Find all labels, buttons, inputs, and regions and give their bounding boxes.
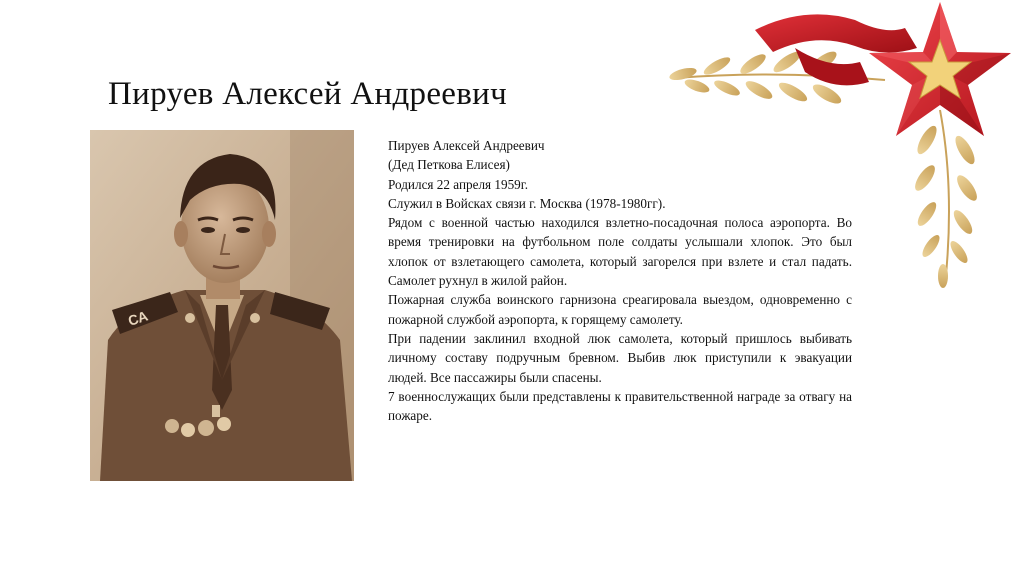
portrait-photo bbox=[90, 130, 354, 481]
bio-paragraph-crash: Рядом с военной частью находился взлетно-посадочная полоса аэропорта. Во время тренировки на футбольном поле солдаты услышали хлопок. Это был хлопок от взлетающего самолета, который загорелся при взлете и стал падать. Самолет рухнул в жилой район. bbox=[388, 215, 852, 289]
bio-relation: (Дед Петкова Елисея) bbox=[388, 157, 510, 173]
bio-service: Служил в Войсках связи г. Москва (1978-1980гг). bbox=[388, 195, 666, 211]
bio-paragraph-response: Пожарная служба воинского гарнизона среагировала выездом, одновременно с пожарной службой аэропорта, к горящему самолету. bbox=[388, 292, 852, 327]
shoulder-board-letters: СА bbox=[125, 307, 150, 329]
biography-text bbox=[388, 136, 852, 425]
bio-paragraph-award: 7 военнослужащих были представлены к правительственной награде за отвагу на пожаре. bbox=[388, 388, 852, 424]
page-title: Пируев Алексей Андреевич bbox=[108, 76, 507, 112]
bio-birth: Родился 22 апреля 1959г. bbox=[388, 176, 528, 192]
laurel-stem-down bbox=[940, 110, 949, 285]
red-star bbox=[869, 2, 1011, 136]
bio-paragraph-rescue: При падении заклинил входной люк самолета, который пришлось выбивать личному составу подручным бревном. Выбив люк приступили к эвакуации людей. Все пассажиры были спасены. bbox=[388, 330, 852, 385]
bio-name: Пируев Алексей Андреевич bbox=[388, 138, 545, 153]
